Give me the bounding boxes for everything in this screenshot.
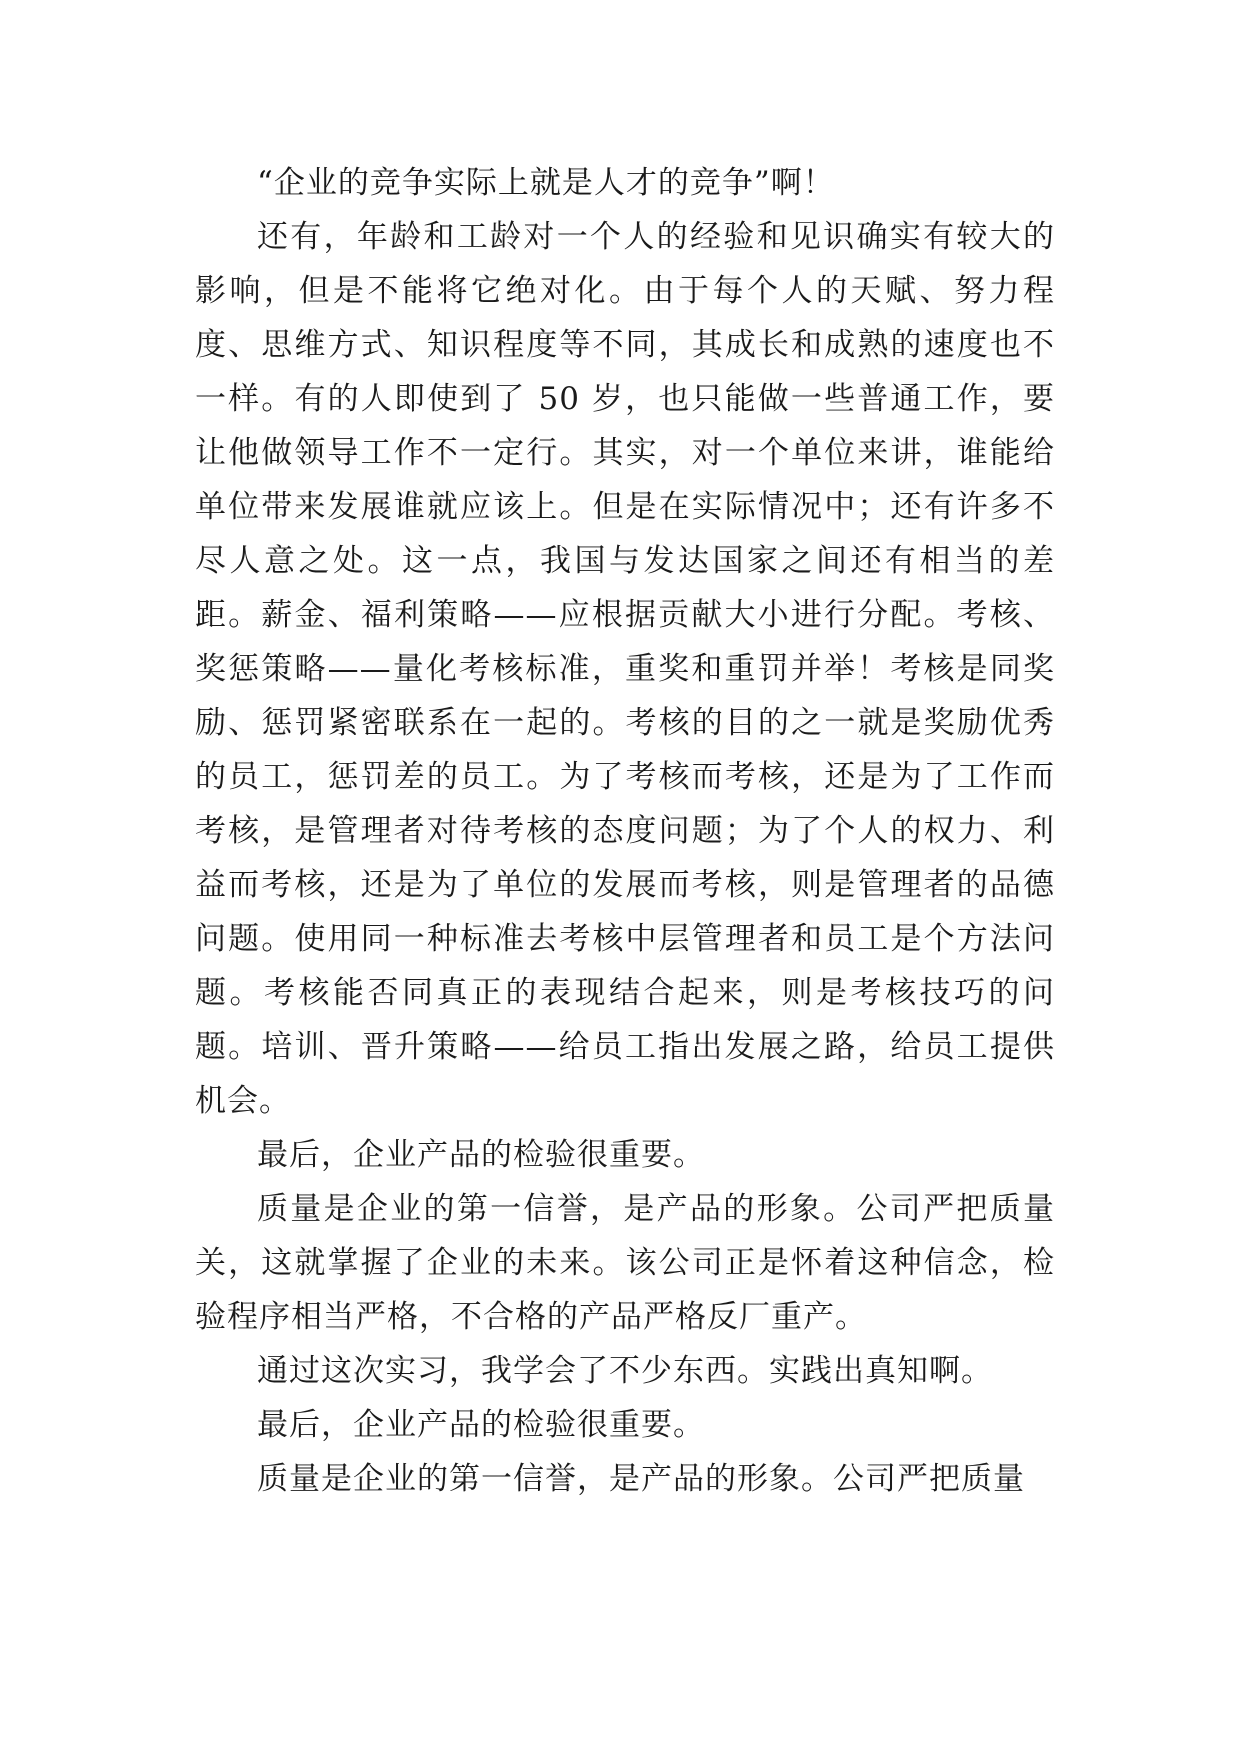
paragraph: 质量是企业的第一信誉，是产品的形象。公司严把质量: [257, 1461, 1025, 1497]
paragraph: 还有，年龄和工龄对一个人的经验和见识确实有较大的影响，但是不能将它绝对化。由于每个人的天赋、努力程度、思维方式、知识程度等不同，其成长和成熟的速度也不一样。有的人即使到了 50 岁，也只能做一些普通工作，要让他做领导工作不一定行。其实，对一个单位来讲，谁能给单位带来发展谁就应该上。但是在实际情况中；还有许多不尽人意之处。这一点，我国与发达国家之间还有相当的差距。薪金、福利策略——应根据贡献大小进行分配。考核、奖惩策略——量化考核标准，重奖和重罚并举！考核是同奖励、惩罚紧密联系在一起的。考核的目的之一就是奖励优秀的员工，惩罚差的员工。为了考核而考核，还是为了工作而考核，是管理者对待考核的态度问题；为了个人的权力、利益而考核，还是为了单位的发展而考核，则是管理者的品德问题。使用同一种标准去考核中层管理者和员工是个方法问题。考核能否同真正的表现结合起来，则是考核技巧的问题。培训、晋升策略——给员工指出发展之路，给员工提供机会。: [195, 219, 1055, 1119]
paragraph: 质量是企业的第一信誉，是产品的形象。公司严把质量关，这就掌握了企业的未来。该公司正是怀着这种信念，检验程序相当严格，不合格的产品严格反厂重产。: [195, 1191, 1055, 1335]
paragraph: 最后，企业产品的检验很重要。: [257, 1137, 705, 1173]
paragraph: 最后，企业产品的检验很重要。: [257, 1407, 705, 1443]
paragraph: “企业的竞争实际上就是人才的竞争”啊！: [257, 165, 835, 201]
paragraph: 通过这次实习，我学会了不少东西。实践出真知啊。: [257, 1353, 993, 1389]
document-body: [195, 156, 1055, 1506]
